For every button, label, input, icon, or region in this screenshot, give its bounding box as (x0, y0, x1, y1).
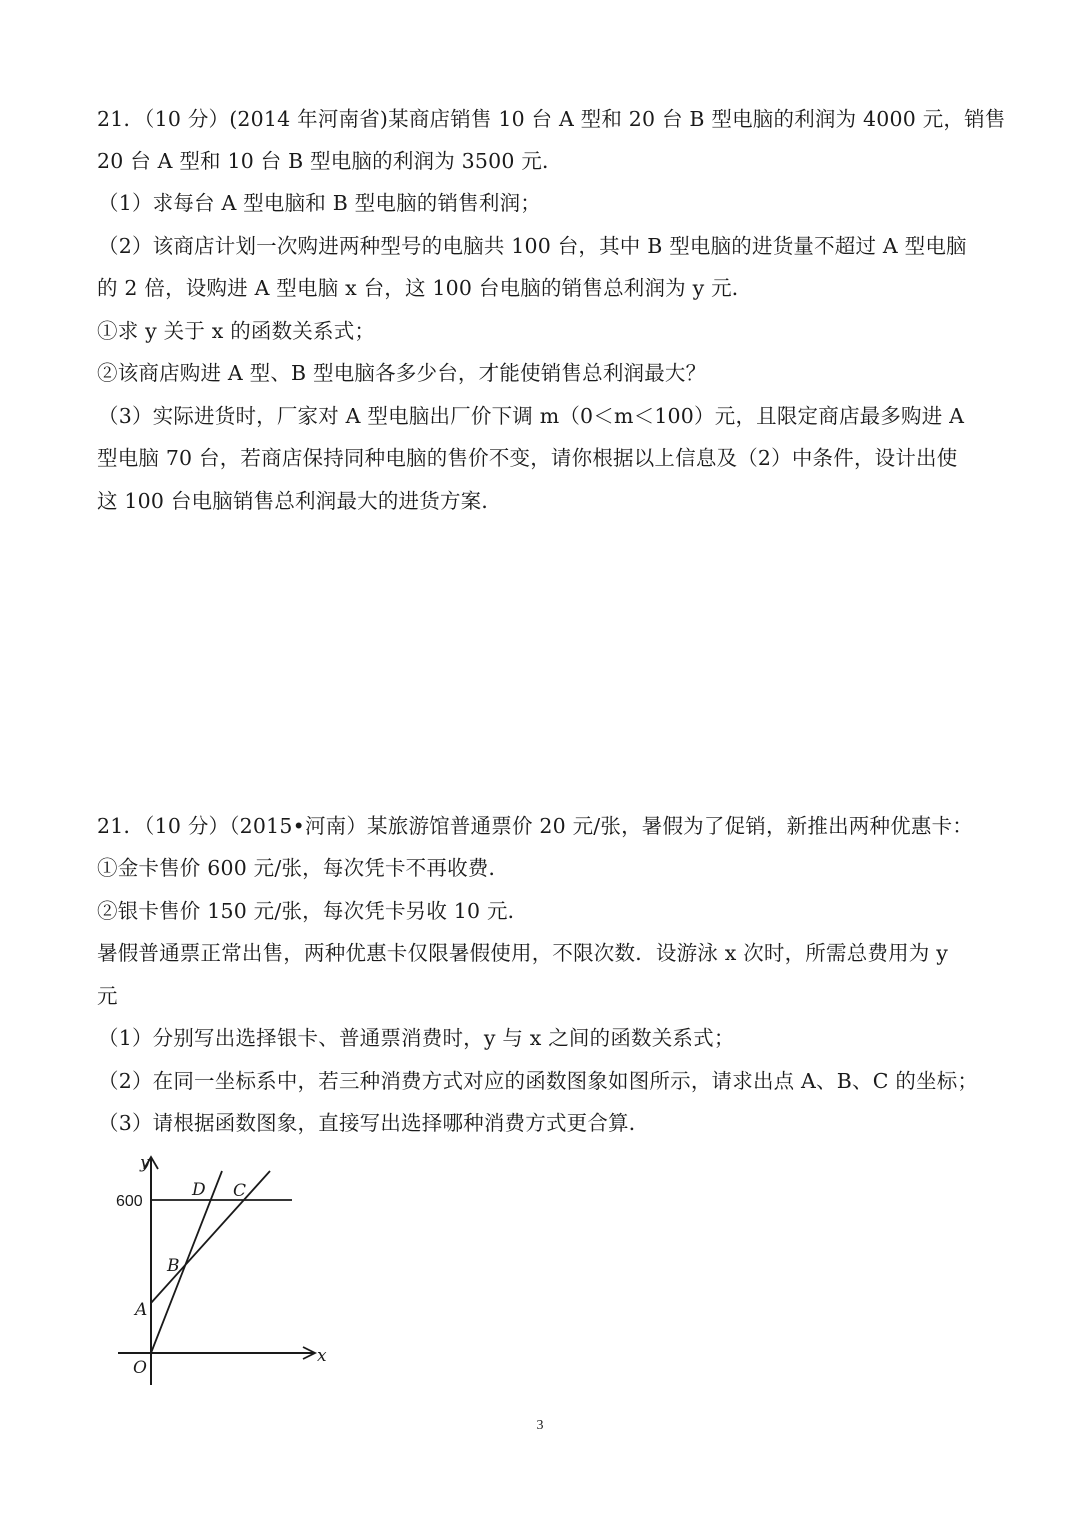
problem-2-line-5: 元 (97, 984, 118, 1008)
problem-1-part-1: （1）求每台 A 型电脑和 B 型电脑的销售利润； (98, 191, 541, 215)
problem-1-part-2-cont: 的 2 倍，设购进 A 型电脑 x 台，这 100 台电脑的销售总利润为 y 元． (97, 276, 753, 300)
problem-1-subpart-1: ①求 y 关于 x 的函数关系式； (97, 319, 376, 343)
function-graph-svg (100, 1145, 340, 1395)
problem-1-part-3-cont-2: 这 100 台电脑销售总利润最大的进货方案． (97, 489, 503, 513)
page-number: 3 (536, 1418, 544, 1433)
function-graph-figure (100, 1145, 340, 1395)
problem-2-line-1: 21．（10 分）（2015•河南）某旅游馆普通票价 20 元/张，暑假为了促销，新推出两种优惠卡： (97, 814, 973, 838)
problem-1-part-3: （3）实际进货时，厂家对 A 型电脑出厂价下调 m（0＜m＜100）元，且限定商店最多购进 A (98, 404, 965, 428)
problem-1-line-1: 21．（10 分）(2014 年河南省)某商店销售 10 台 A 型和 20 台 B 型电脑的利润为 4000 元，销售 (97, 107, 1006, 131)
point-a-label: A (135, 1300, 148, 1320)
problem-1-line-2: 20 台 A 型和 10 台 B 型电脑的利润为 3500 元． (97, 149, 563, 173)
silver-card-line (151, 1171, 270, 1303)
point-d-label: D (192, 1180, 206, 1200)
x-axis-label: x (317, 1346, 327, 1366)
ordinary-ticket-line (151, 1171, 222, 1353)
point-c-label: C (233, 1181, 247, 1201)
y-axis-label: y (140, 1153, 150, 1173)
problem-1-subpart-2: ②该商店购进 A 型、B 型电脑各多少台，才能使销售总利润最大？ (97, 361, 707, 385)
problem-2-line-4: 暑假普通票正常出售，两种优惠卡仅限暑假使用，不限次数．设游泳 x 次时，所需总费用为 y (97, 941, 948, 965)
point-b-label: B (167, 1256, 180, 1276)
problem-2-silver-card: ②银卡售价 150 元/张，每次凭卡另收 10 元． (97, 899, 529, 923)
problem-2-gold-card: ①金卡售价 600 元/张，每次凭卡不再收费． (97, 856, 510, 880)
problem-2-part-1: （1）分别写出选择银卡、普通票消费时，y 与 x 之间的函数关系式； (98, 1026, 735, 1050)
origin-label: O (133, 1358, 147, 1378)
problem-1-part-3-cont-1: 型电脑 70 台，若商店保持同种电脑的售价不变，请你根据以上信息及（2）中条件，设计出使 (97, 446, 958, 470)
y-tick-600-label: 600 (116, 1193, 143, 1210)
problem-2-part-3: （3）请根据函数图象，直接写出选择哪种消费方式更合算． (98, 1111, 650, 1135)
problem-2-part-2: （2）在同一坐标系中，若三种消费方式对应的函数图象如图所示，请求出点 A、B、C 的坐标； (98, 1069, 979, 1093)
problem-1-part-2: （2）该商店计划一次购进两种型号的电脑共 100 台，其中 B 型电脑的进货量不超过 A 型电脑 (98, 234, 967, 258)
